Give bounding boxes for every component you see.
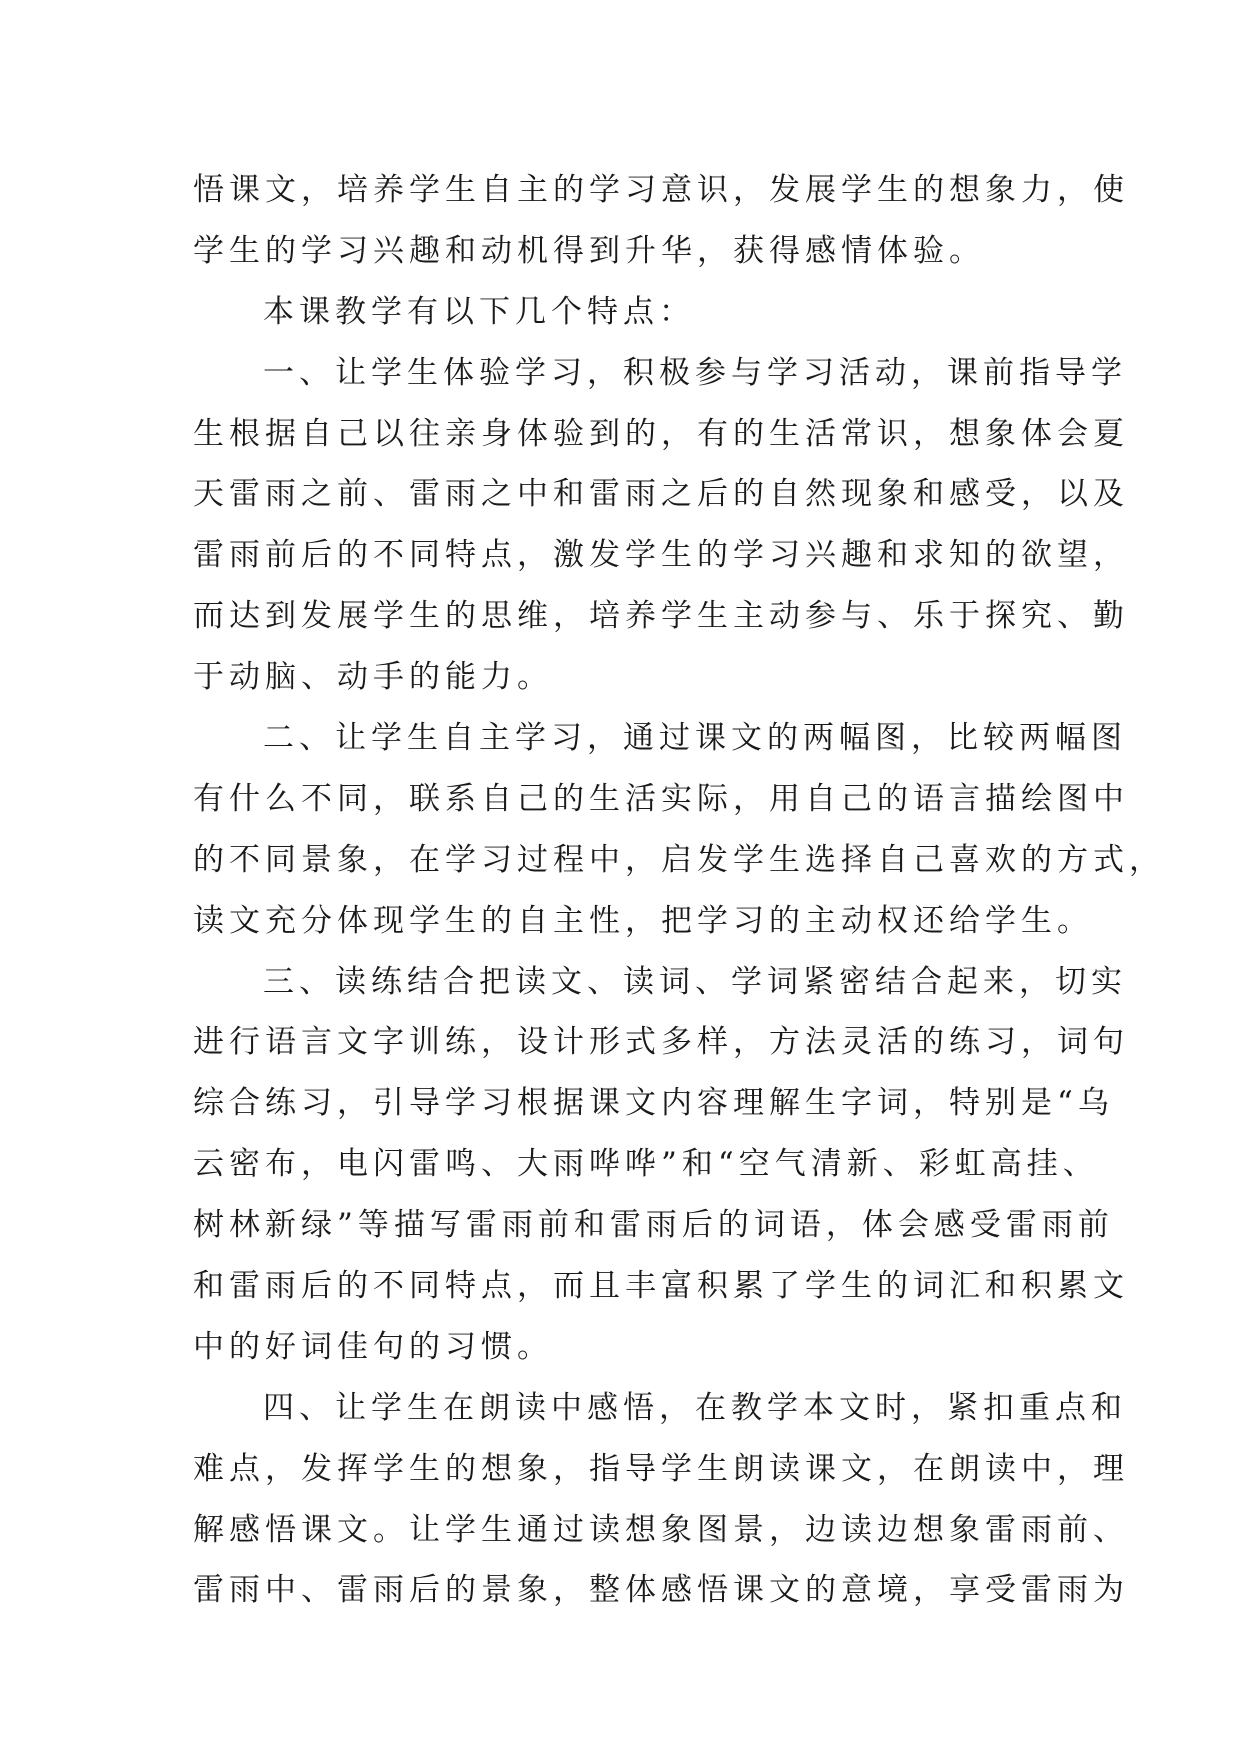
text-line: 难点，发挥学生的想象，指导学生朗读课文，在朗读中，理 [193,1450,1129,1487]
text-line: 和雷雨后的不同特点，而且丰富积累了学生的词汇和积累文 [193,1268,1129,1305]
point-three-first-line: 三、读练结合把读文、读词、学词紧密结合起来，切实 [263,963,1127,1000]
point-four-first-line: 四、让学生在朗读中感悟，在教学本文时，紧扣重点和 [263,1389,1127,1426]
text-line: 云密布，电闪雷鸣、大雨哗哗”和“空气清新、彩虹高挂、 [193,1146,1099,1183]
text-line: 树林新绿”等描写雷雨前和雷雨后的词语，体会感受雷雨前 [193,1207,1114,1244]
text-line: 综合练习，引导学习根据课文内容理解生字词，特别是“乌 [193,1085,1114,1122]
text-line: 学生的学习兴趣和动机得到升华，获得感情体验。 [193,232,985,269]
text-line: 解感悟课文。让学生通过读想象图景，边读边想象雷雨前、 [193,1511,1129,1548]
text-line: 雷雨前后的不同特点，激发学生的学习兴趣和求知的欲望， [193,537,1129,574]
text-line: 有什么不同，联系自己的生活实际，用自己的语言描绘图中 [193,780,1129,817]
text-line: 生根据自己以往亲身体验到的，有的生活常识，想象体会夏 [193,415,1129,452]
text-line: 读文充分体现学生的自主性，把学习的主动权还给学生。 [193,902,1093,939]
text-line: 中的好词佳句的习惯。 [193,1328,553,1365]
text-line: 的不同景象，在学习过程中，启发学生选择自己喜欢的方式， [193,841,1165,878]
text-line: 进行语言文字训练，设计形式多样，方法灵活的练习，词句 [193,1024,1129,1061]
text-line: 雷雨中、雷雨后的景象，整体感悟课文的意境，享受雷雨为 [193,1572,1129,1609]
paragraph-intro-line: 本课教学有以下几个特点： [263,293,695,330]
point-two-first-line: 二、让学生自主学习，通过课文的两幅图，比较两幅图 [263,720,1127,757]
text-line: 天雷雨之前、雷雨之中和雷雨之后的自然现象和感受，以及 [193,476,1129,513]
text-line: 而达到发展学生的思维，培养学生主动参与、乐于探究、勤 [193,598,1129,635]
point-one-first-line: 一、让学生体验学习，积极参与学习活动，课前指导学 [263,354,1127,391]
text-line: 于动脑、动手的能力。 [193,659,553,696]
body-text [193,160,1165,1621]
text-line: 悟课文，培养学生自主的学习意识，发展学生的想象力，使 [193,172,1129,208]
